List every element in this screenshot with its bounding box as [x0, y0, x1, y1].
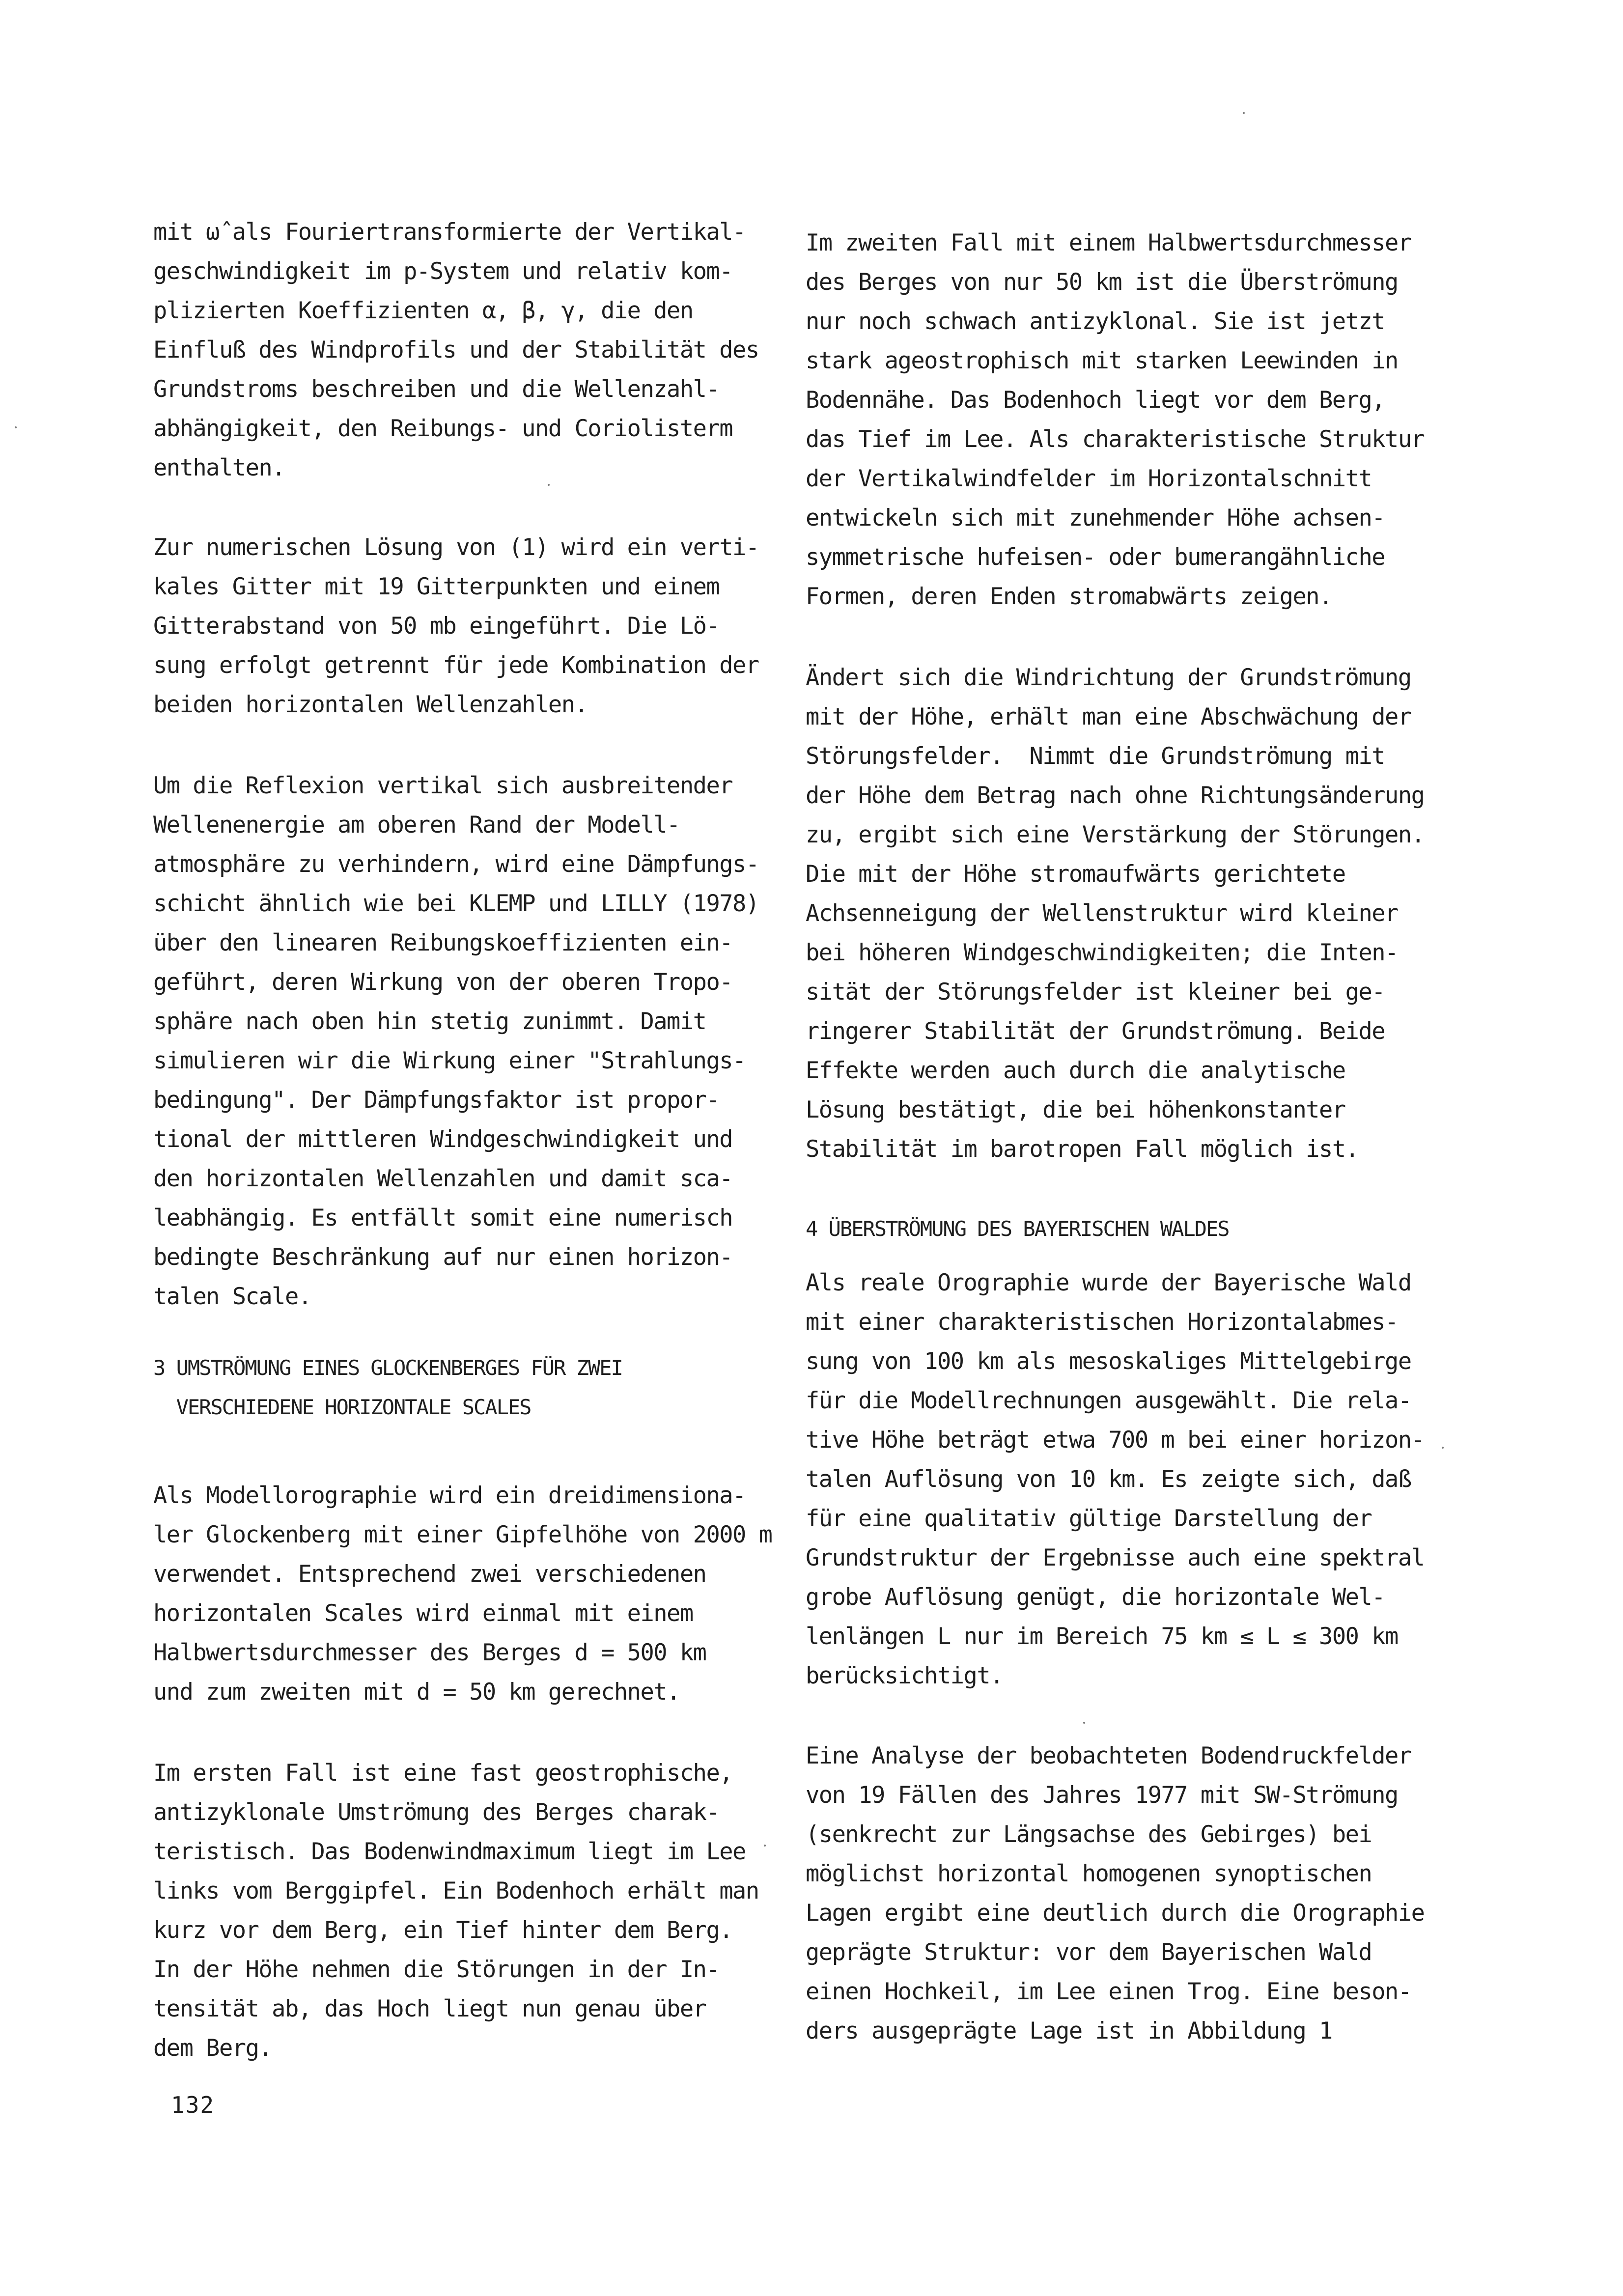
section-heading-4: 4 ÜBERSTRÖMUNG DES BAYERISCHEN WALDES — [806, 1217, 1229, 1241]
left-column — [153, 0, 772, 2296]
page-number: 132 — [171, 2092, 215, 2118]
paragraph-damping-layer: Um die Reflexion vertikal sich ausbreitender Wellenenergie am oberen Rand der Modell- atmosphäre zu verhindern, wird eine Dämpfungs- schicht ähnlich wie bei KLEMP und LILLY (1978) über den linearen Reibungskoeffizienten ein- geführt, deren Wirkung von der oberen Tropo- sphäre nach oben hin stetig zunimmt. Damit simulieren wir die Wirkung einer "Strahlungs- bedingung". Der Dämpfungsfaktor ist propor- tional der mittleren Windgeschwindigkeit und den horizontalen Wellenzahlen und damit sca- leabhängig. Es entfällt somit eine numerisch bedingte Beschränkung auf nur einen horizon- talen Scale. — [153, 772, 759, 1310]
scan-speck — [1083, 1722, 1085, 1724]
scan-speck — [1442, 1447, 1444, 1449]
scan-speck — [548, 484, 550, 486]
paragraph-fourier-coefficients: mit ω̂ als Fouriertransformierte der Vertikal- geschwindigkeit im p-System und relativ kom- plizierten Koeffizienten α, β, γ, die den Einfluß des Windprofils und der Stabilität des Grundstroms beschreiben und die Wellenzahl- abhängigkeit, den Reibungs- und Coriolisterm enthalten. — [153, 219, 759, 481]
paragraph-surface-pressure-analysis: Eine Analyse der beobachteten Bodendruckfelder von 19 Fällen des Jahres 1977 mit SW-Strömung (senkrecht zur Längsachse des Gebirges) bei möglichst horizontal homogenen synoptischen Lagen ergibt eine deutlich durch die Orographie geprägte Struktur: vor dem Bayerischen Wald einen Hochkeil, im Lee einen Trog. Eine beson- ders ausgeprägte Lage ist in Abbildung 1 — [806, 1742, 1425, 2044]
paragraph-second-case: Im zweiten Fall mit einem Halbwertsdurchmesser des Berges von nur 50 km ist die Überströmung nur noch schwach antizyklonal. Sie ist jetzt stark ageostrophisch mit starken Leewinden in Bodennähe. Das Bodenhoch liegt vor dem Berg, das Tief im Lee. Als charakteristische Struktur der Vertikalwindfelder im Horizontalschnitt entwickeln sich mit zunehmender Höhe achsen- symmetrische hufeisen- oder bumerangähnliche Formen, deren Enden stromabwärts zeigen. — [806, 229, 1425, 610]
paragraph-wind-direction: Ändert sich die Windrichtung der Grundströmung mit der Höhe, erhält man eine Abschwächung der Störungsfelder. Nimmt die Grundströmung mit der Höhe dem Betrag nach ohne Richtungsänderung zu, ergibt sich eine Verstärkung der Störungen. Die mit der Höhe stromaufwärts gerichtete Achsenneigung der Wellenstruktur wird kleiner bei höheren Windgeschwindigkeiten; die Inten- sität der Störungsfelder ist kleiner bei ge- ringerer Stabilität der Grundströmung. Beide Effekte werden auch durch die analytische Lösung bestätigt, die bei höhenkonstanter Stabilität im barotropen Fall möglich ist. — [806, 664, 1425, 1163]
paragraph-first-case: Im ersten Fall ist eine fast geostrophische, antizyklonale Umströmung des Berges charak- teristisch. Das Bodenwindmaximum liegt im Lee links vom Berggipfel. Ein Bodenhoch erhält man kurz vor dem Berg, ein Tief hinter dem Berg. In der Höhe nehmen die Störungen in der In- tensität ab, das Hoch liegt nun genau über dem Berg. — [153, 1760, 759, 2062]
scan-speck — [15, 426, 17, 428]
right-column — [806, 0, 1425, 2296]
paragraph-bavarian-forest: Als reale Orographie wurde der Bayerische Wald mit einer charakteristischen Horizontalabmes- sung von 100 km als mesoskaliges Mittelgebirge für die Modellrechnungen ausgewählt. Die rela- tive Höhe beträgt etwa 700 m bei einer horizon- talen Auflösung von 10 km. Es zeigte sich, daß für eine qualitativ gültige Darstellung der Grundstruktur der Ergebnisse auch eine spektral grobe Auflösung genügt, die horizontale Wel- lenlängen L nur im Bereich 75 km ≤ L ≤ 300 km berücksichtigt. — [806, 1269, 1425, 1689]
scan-speck — [764, 1845, 766, 1847]
section-heading-3: 3 UMSTRÖMUNG EINES GLOCKENBERGES FÜR ZWEI VERSCHIEDENE HORIZONTALE SCALES — [153, 1356, 622, 1419]
paragraph-numerical-solution: Zur numerischen Lösung von (1) wird ein verti- kales Gitter mit 19 Gitterpunkten und einem Gitterabstand von 50 mb eingeführt. Die Lö- sung erfolgt getrennt für jede Kombination der beiden horizontalen Wellenzahlen. — [153, 534, 759, 718]
scan-speck — [1243, 112, 1245, 114]
paragraph-model-orography: Als Modellorographie wird ein dreidimensiona- ler Glockenberg mit einer Gipfelhöhe von 2000 m verwendet. Entsprechend zwei verschiedenen horizontalen Scales wird einmal mit einem Halbwertsdurchmesser des Berges d = 500 km und zum zweiten mit d = 50 km gerechnet. — [153, 1482, 772, 1706]
